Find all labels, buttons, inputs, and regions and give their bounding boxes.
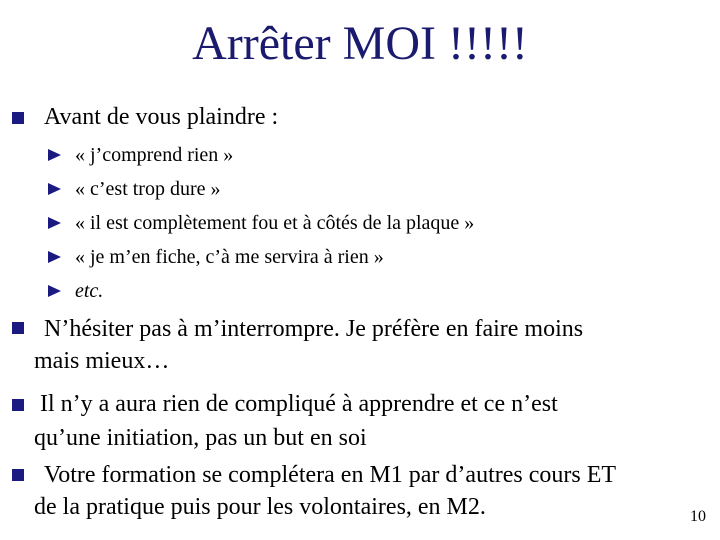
sub-bullet-text: « je m’en fiche, c’à me servira à rien » (75, 246, 384, 268)
sub-bullet-text: « j’comprend rien » (75, 144, 234, 166)
sub-bullet-text: « il est complètement fou et à côtés de la plaque » (75, 212, 475, 234)
sub-bullet-text: etc. (75, 280, 104, 302)
bullet-text: Votre formation se complétera en M1 par d’autres cours ET (44, 462, 617, 488)
sub-bullet-text: « c’est trop dure » (75, 178, 221, 200)
page-number: 10 (690, 508, 706, 525)
bullet-text-continued: de la pratique puis pour les volontaires, en M2. (34, 494, 486, 520)
square-bullet-icon (12, 112, 24, 124)
bullet-text: Avant de vous plaindre : (44, 104, 279, 130)
triangle-bullet-icon (48, 285, 61, 297)
square-bullet-icon (12, 322, 24, 334)
triangle-bullet-icon (48, 251, 61, 263)
square-bullet-icon (12, 469, 24, 481)
bullet-text-continued: qu’une initiation, pas un but en soi (34, 425, 367, 451)
bullet-text-continued: mais mieux… (34, 348, 170, 374)
square-bullet-icon (12, 399, 24, 411)
triangle-bullet-icon (48, 217, 61, 229)
triangle-bullet-icon (48, 149, 61, 161)
bullet-text: Il n’y a aura rien de compliqué à apprendre et ce n’est (40, 391, 558, 417)
triangle-bullet-icon (48, 183, 61, 195)
slide-title: Arrêter MOI !!!!! (192, 17, 528, 70)
bullet-text: N’hésiter pas à m’interrompre. Je préfère en faire moins (44, 316, 584, 342)
